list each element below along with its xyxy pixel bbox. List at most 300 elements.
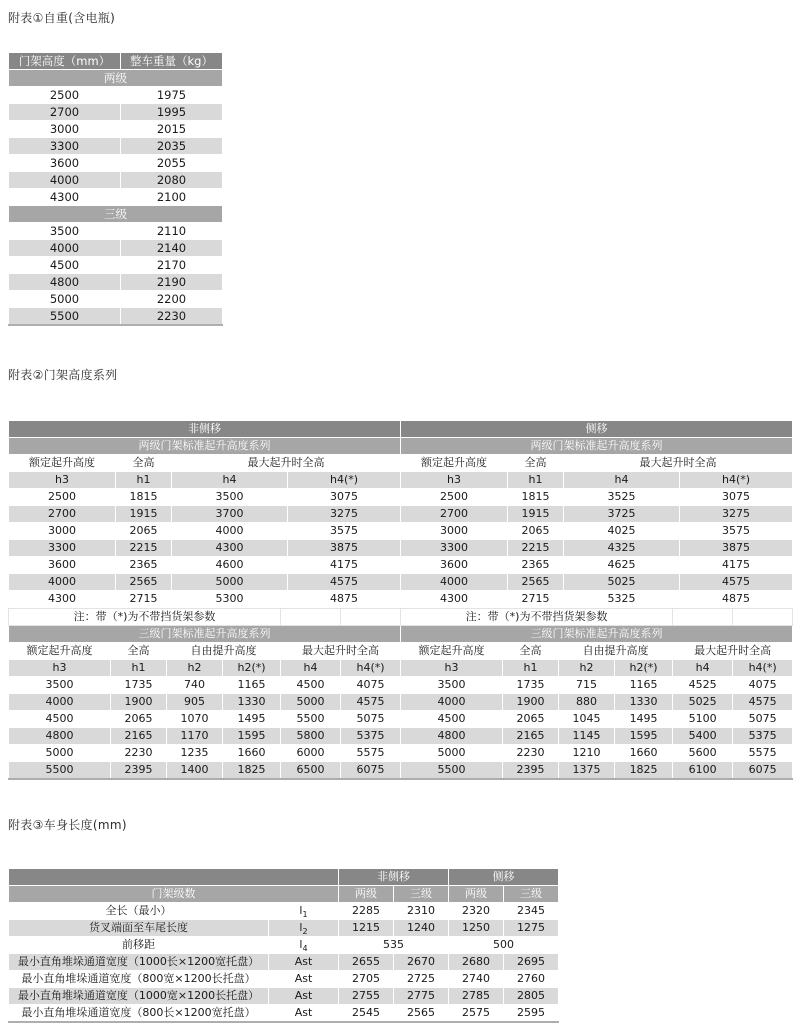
data-cell: 2785	[449, 988, 504, 1005]
data-cell: 3725	[564, 506, 680, 523]
data-cell: 1165	[223, 677, 281, 694]
section-header: 三级	[9, 206, 223, 223]
sub-header: h4(*)	[680, 472, 793, 489]
data-cell: 1900	[503, 694, 559, 711]
column-header: 自由提升高度	[559, 643, 673, 660]
data-cell: 5400	[673, 728, 733, 745]
data-cell: 4575	[733, 694, 793, 711]
data-cell: 880	[559, 694, 615, 711]
group-header-non-sideshift: 非侧移	[339, 869, 449, 886]
data-cell: 1210	[559, 745, 615, 762]
data-cell: 2545	[339, 1005, 394, 1023]
sub-header: h3	[9, 472, 116, 489]
data-cell: 1070	[167, 711, 223, 728]
data-cell: 3875	[680, 540, 793, 557]
column-header: 最大起升时全高	[564, 455, 793, 472]
data-cell: 2015	[121, 121, 223, 138]
data-cell: 4000	[9, 694, 111, 711]
data-cell: 3525	[564, 489, 680, 506]
table-row	[9, 988, 559, 1005]
data-cell: 3000	[9, 121, 121, 138]
column-header: 全高	[503, 643, 559, 660]
data-cell: 4575	[288, 574, 401, 591]
data-cell: 4800	[401, 728, 503, 745]
table-row	[9, 189, 223, 206]
data-cell: 5100	[673, 711, 733, 728]
data-cell: 5325	[564, 591, 680, 608]
data-cell: 4325	[564, 540, 680, 557]
table-row	[9, 711, 793, 728]
table-row	[9, 954, 559, 971]
data-cell: 4000	[9, 574, 116, 591]
table-row	[9, 540, 793, 557]
data-cell: 4300	[401, 591, 508, 608]
column-header: 额定起升高度	[9, 643, 111, 660]
table-row	[9, 240, 223, 257]
sub-header: h2(*)	[223, 660, 281, 677]
data-cell: 4175	[680, 557, 793, 574]
series-band-row	[9, 438, 793, 455]
data-cell: 2395	[503, 762, 559, 780]
data-cell: 1330	[615, 694, 673, 711]
table1-header-row	[9, 53, 223, 70]
data-cell: 3500	[9, 223, 121, 240]
data-cell: 3300	[9, 138, 121, 155]
data-cell: 6100	[673, 762, 733, 780]
table-row	[9, 903, 559, 920]
column-header: 整车重量（kg）	[121, 53, 223, 70]
data-cell: 4500	[401, 711, 503, 728]
data-cell: 4000	[401, 574, 508, 591]
sub-header: h2	[559, 660, 615, 677]
data-cell: 2775	[394, 988, 449, 1005]
sub-header: h4	[281, 660, 341, 677]
symbol-cell: $l_4$	[269, 937, 339, 954]
data-cell: 1975	[121, 87, 223, 104]
data-cell: 2655	[339, 954, 394, 971]
data-cell: 3275	[680, 506, 793, 523]
data-cell: 5075	[733, 711, 793, 728]
column-header: 最大起升时全高	[281, 643, 401, 660]
data-cell: 4300	[172, 540, 288, 557]
table-row	[9, 728, 793, 745]
group-band-row	[9, 421, 793, 438]
data-cell: 2670	[394, 954, 449, 971]
column-header-row	[9, 643, 793, 660]
sub-header: h4(*)	[341, 660, 401, 677]
data-cell: 5000	[9, 291, 121, 308]
data-cell: 2345	[504, 903, 559, 920]
data-cell: 1495	[615, 711, 673, 728]
data-cell: 1375	[559, 762, 615, 780]
column-header: 额定起升高度	[9, 455, 116, 472]
table2-title: 附表②门架高度系列	[8, 368, 118, 382]
data-cell: 2065	[116, 523, 172, 540]
data-cell: 2500	[401, 489, 508, 506]
data-cell: 2035	[121, 138, 223, 155]
data-cell: 905	[167, 694, 223, 711]
data-cell: 2215	[116, 540, 172, 557]
data-cell: 5575	[733, 745, 793, 762]
data-cell: 500	[449, 937, 559, 954]
table-row	[9, 1005, 559, 1023]
data-cell: 6075	[733, 762, 793, 780]
group-band-row	[9, 869, 559, 886]
data-cell: 5500	[9, 308, 121, 326]
sub-header: h1	[111, 660, 167, 677]
table-row	[9, 87, 223, 104]
table1-self-weight	[8, 52, 223, 326]
data-cell: 5000	[172, 574, 288, 591]
table-note: 注：带（*)为不带挡货架参数	[9, 609, 281, 626]
empty-cell	[9, 869, 339, 886]
table1-section-row	[9, 206, 223, 223]
data-cell: 5025	[564, 574, 680, 591]
sub-header-row	[9, 660, 793, 677]
data-cell: 4000	[401, 694, 503, 711]
data-cell: 5600	[673, 745, 733, 762]
table-row	[9, 121, 223, 138]
data-cell: 1330	[223, 694, 281, 711]
data-cell: 4625	[564, 557, 680, 574]
data-cell: 3875	[288, 540, 401, 557]
series-band: 两级门架标准起升高度系列	[9, 438, 401, 455]
column-header: 门架高度（mm）	[9, 53, 121, 70]
data-cell: 5500	[9, 762, 111, 780]
data-cell: 3500	[9, 677, 111, 694]
data-cell: 2165	[503, 728, 559, 745]
data-cell: 2140	[121, 240, 223, 257]
data-cell: 2755	[339, 988, 394, 1005]
data-cell: 3500	[401, 677, 503, 694]
data-cell: 2080	[121, 172, 223, 189]
table-row	[9, 104, 223, 121]
table-row	[9, 506, 793, 523]
data-cell: 3300	[9, 540, 116, 557]
data-cell: 1825	[223, 762, 281, 780]
table2-two-stage-section	[8, 420, 793, 608]
table2-three-stage-body	[9, 677, 793, 780]
data-cell: 1815	[116, 489, 172, 506]
empty-cell	[673, 609, 733, 626]
data-cell: 2680	[449, 954, 504, 971]
data-cell: 2165	[111, 728, 167, 745]
table-row	[9, 591, 793, 608]
data-cell: 2565	[508, 574, 564, 591]
data-cell: 1145	[559, 728, 615, 745]
data-cell: 3575	[288, 523, 401, 540]
series-band-row	[9, 626, 793, 643]
data-cell: 4800	[9, 728, 111, 745]
data-cell: 2230	[111, 745, 167, 762]
table-row	[9, 971, 559, 988]
data-cell: 4000	[9, 240, 121, 257]
data-cell: 2695	[504, 954, 559, 971]
data-cell: 2170	[121, 257, 223, 274]
table-row	[9, 937, 559, 954]
table3-title: 附表③车身长度(mm)	[8, 818, 127, 832]
data-cell: 2065	[508, 523, 564, 540]
data-cell: 1815	[508, 489, 564, 506]
sub-header: h4	[172, 472, 288, 489]
row-label: 最小直角堆垛通道宽度（800宽×1200长托盘）	[9, 971, 269, 988]
data-cell: 2500	[9, 87, 121, 104]
data-cell: 3600	[401, 557, 508, 574]
data-cell: 1045	[559, 711, 615, 728]
data-cell: 3300	[401, 540, 508, 557]
sub-header: h1	[508, 472, 564, 489]
table2-mast-heights	[8, 420, 792, 780]
symbol-cell: Ast	[269, 971, 339, 988]
data-cell: 3000	[9, 523, 116, 540]
sub-header: h4(*)	[288, 472, 401, 489]
sub-header: h2	[167, 660, 223, 677]
column-header: 最大起升时全高	[673, 643, 793, 660]
group-header-sideshift: 侧移	[449, 869, 559, 886]
data-cell: 2700	[401, 506, 508, 523]
data-cell: 1660	[223, 745, 281, 762]
data-cell: 1735	[111, 677, 167, 694]
column-header: 自由提升高度	[167, 643, 281, 660]
table-row	[9, 694, 793, 711]
table1-three-stage-body	[9, 223, 223, 326]
column-header: 额定起升高度	[401, 455, 508, 472]
data-cell: 4575	[680, 574, 793, 591]
data-cell: 1170	[167, 728, 223, 745]
symbol-cell: Ast	[269, 954, 339, 971]
data-cell: 6000	[281, 745, 341, 762]
data-cell: 3600	[9, 155, 121, 172]
data-cell: 3575	[680, 523, 793, 540]
column-header: 最大起升时全高	[172, 455, 401, 472]
row-label: 最小直角堆垛通道宽度（1000长×1200宽托盘）	[9, 954, 269, 971]
data-cell: 3500	[172, 489, 288, 506]
data-cell: 1165	[615, 677, 673, 694]
table1-title: 附表①自重(含电瓶)	[8, 11, 116, 25]
data-cell: 5575	[341, 745, 401, 762]
column-header: 两级	[339, 886, 394, 903]
column-header: 两级	[449, 886, 504, 903]
table-row	[9, 489, 793, 506]
sub-header: h1	[116, 472, 172, 489]
sub-header: h2(*)	[615, 660, 673, 677]
series-band: 三级门架标准起升高度系列	[9, 626, 401, 643]
data-cell: 4875	[288, 591, 401, 608]
data-cell: 1825	[615, 762, 673, 780]
data-cell: 2705	[339, 971, 394, 988]
data-cell: 3700	[172, 506, 288, 523]
data-cell: 1495	[223, 711, 281, 728]
data-cell: 1900	[111, 694, 167, 711]
column-header: 三级	[394, 886, 449, 903]
data-cell: 2500	[9, 489, 116, 506]
row-label: 货叉端面至车尾长度	[9, 920, 269, 937]
table-row	[9, 291, 223, 308]
row-label: 全长（最小）	[9, 903, 269, 920]
table1-section-row	[9, 70, 223, 87]
data-cell: 4025	[564, 523, 680, 540]
data-cell: 5800	[281, 728, 341, 745]
data-cell: 1400	[167, 762, 223, 780]
data-cell: 2065	[503, 711, 559, 728]
data-cell: 4500	[9, 257, 121, 274]
data-cell: 6500	[281, 762, 341, 780]
table-row	[9, 677, 793, 694]
data-cell: 2055	[121, 155, 223, 172]
symbol-cell: Ast	[269, 988, 339, 1005]
data-cell: 4500	[281, 677, 341, 694]
column-header: 额定起升高度	[401, 643, 503, 660]
data-cell: 2110	[121, 223, 223, 240]
empty-cell	[341, 609, 401, 626]
data-cell: 2285	[339, 903, 394, 920]
data-cell: 4500	[9, 711, 111, 728]
data-cell: 2565	[394, 1005, 449, 1023]
data-cell: 2100	[121, 189, 223, 206]
row-label: 最小直角堆垛通道宽度（800长×1200宽托盘）	[9, 1005, 269, 1023]
data-cell: 1595	[615, 728, 673, 745]
column-header: 三级	[504, 886, 559, 903]
data-cell: 5300	[172, 591, 288, 608]
empty-cell	[281, 609, 341, 626]
data-cell: 5000	[9, 745, 111, 762]
data-cell: 2760	[504, 971, 559, 988]
table-row	[9, 308, 223, 326]
table1-two-stage-body	[9, 87, 223, 206]
data-cell: 1595	[223, 728, 281, 745]
data-cell: 715	[559, 677, 615, 694]
symbol-cell: $l_2$	[269, 920, 339, 937]
data-cell: 2365	[116, 557, 172, 574]
column-header: 全高	[508, 455, 564, 472]
data-cell: 2395	[111, 762, 167, 780]
data-cell: 1275	[504, 920, 559, 937]
data-cell: 5500	[401, 762, 503, 780]
data-cell: 740	[167, 677, 223, 694]
symbol-cell: Ast	[269, 1005, 339, 1023]
data-cell: 5375	[341, 728, 401, 745]
data-cell: 2310	[394, 903, 449, 920]
row-label: 前移距	[9, 937, 269, 954]
data-cell: 4075	[733, 677, 793, 694]
sub-header: h3	[401, 472, 508, 489]
data-cell: 4875	[680, 591, 793, 608]
data-cell: 3000	[401, 523, 508, 540]
data-cell: 4575	[341, 694, 401, 711]
group-header-non-sideshift: 非侧移	[9, 421, 401, 438]
data-cell: 5075	[341, 711, 401, 728]
data-cell: 535	[339, 937, 449, 954]
data-cell: 4000	[9, 172, 121, 189]
column-header-row	[9, 455, 793, 472]
data-cell: 2700	[9, 104, 121, 121]
data-cell: 1250	[449, 920, 504, 937]
series-band: 三级门架标准起升高度系列	[401, 626, 793, 643]
data-cell: 1660	[615, 745, 673, 762]
data-cell: 1735	[503, 677, 559, 694]
series-band: 两级门架标准起升高度系列	[401, 438, 793, 455]
data-cell: 2715	[508, 591, 564, 608]
row-label: 最小直角堆垛通道宽度（1000宽×1200长托盘）	[9, 988, 269, 1005]
data-cell: 6075	[341, 762, 401, 780]
empty-cell	[733, 609, 793, 626]
sub-header: h3	[9, 660, 111, 677]
data-cell: 2230	[503, 745, 559, 762]
data-cell: 4175	[288, 557, 401, 574]
data-cell: 3275	[288, 506, 401, 523]
data-cell: 4300	[9, 591, 116, 608]
table-row	[9, 523, 793, 540]
table-row	[9, 138, 223, 155]
data-cell: 5025	[673, 694, 733, 711]
table3-body-length	[8, 868, 559, 1023]
data-cell: 4300	[9, 189, 121, 206]
table-row	[9, 155, 223, 172]
table-row	[9, 172, 223, 189]
data-cell: 5000	[401, 745, 503, 762]
data-cell: 2700	[9, 506, 116, 523]
table-row	[9, 920, 559, 937]
section-header: 两级	[9, 70, 223, 87]
data-cell: 3075	[680, 489, 793, 506]
column-header: 全高	[116, 455, 172, 472]
table-row	[9, 745, 793, 762]
data-cell: 2200	[121, 291, 223, 308]
data-cell: 4800	[9, 274, 121, 291]
data-cell: 2230	[121, 308, 223, 326]
data-cell: 1235	[167, 745, 223, 762]
data-cell: 3075	[288, 489, 401, 506]
table-row	[9, 762, 793, 780]
data-cell: 4000	[172, 523, 288, 540]
data-cell: 1215	[339, 920, 394, 937]
data-cell: 2365	[508, 557, 564, 574]
data-cell: 3600	[9, 557, 116, 574]
sub-header: h1	[503, 660, 559, 677]
data-cell: 1995	[121, 104, 223, 121]
table-row	[9, 274, 223, 291]
data-cell: 4525	[673, 677, 733, 694]
data-cell: 2320	[449, 903, 504, 920]
level-header-row	[9, 886, 559, 903]
data-cell: 2575	[449, 1005, 504, 1023]
data-cell: 2065	[111, 711, 167, 728]
table-row	[9, 257, 223, 274]
column-header: 全高	[111, 643, 167, 660]
data-cell: 1240	[394, 920, 449, 937]
data-cell: 2740	[449, 971, 504, 988]
data-cell: 1915	[116, 506, 172, 523]
data-cell: 5000	[281, 694, 341, 711]
note-row	[9, 609, 793, 626]
symbol-cell: $l_1$	[269, 903, 339, 920]
data-cell: 2805	[504, 988, 559, 1005]
sub-header: h4(*)	[733, 660, 793, 677]
table-row	[9, 223, 223, 240]
data-cell: 2215	[508, 540, 564, 557]
sub-header: h4	[673, 660, 733, 677]
data-cell: 2715	[116, 591, 172, 608]
table2-two-stage-body	[9, 489, 793, 608]
data-cell: 1915	[508, 506, 564, 523]
table-note: 注：带（*)为不带挡货架参数	[401, 609, 673, 626]
data-cell: 2595	[504, 1005, 559, 1023]
data-cell: 5375	[733, 728, 793, 745]
table-row	[9, 557, 793, 574]
sub-header-row	[9, 472, 793, 489]
data-cell: 4075	[341, 677, 401, 694]
sub-header: h4	[564, 472, 680, 489]
